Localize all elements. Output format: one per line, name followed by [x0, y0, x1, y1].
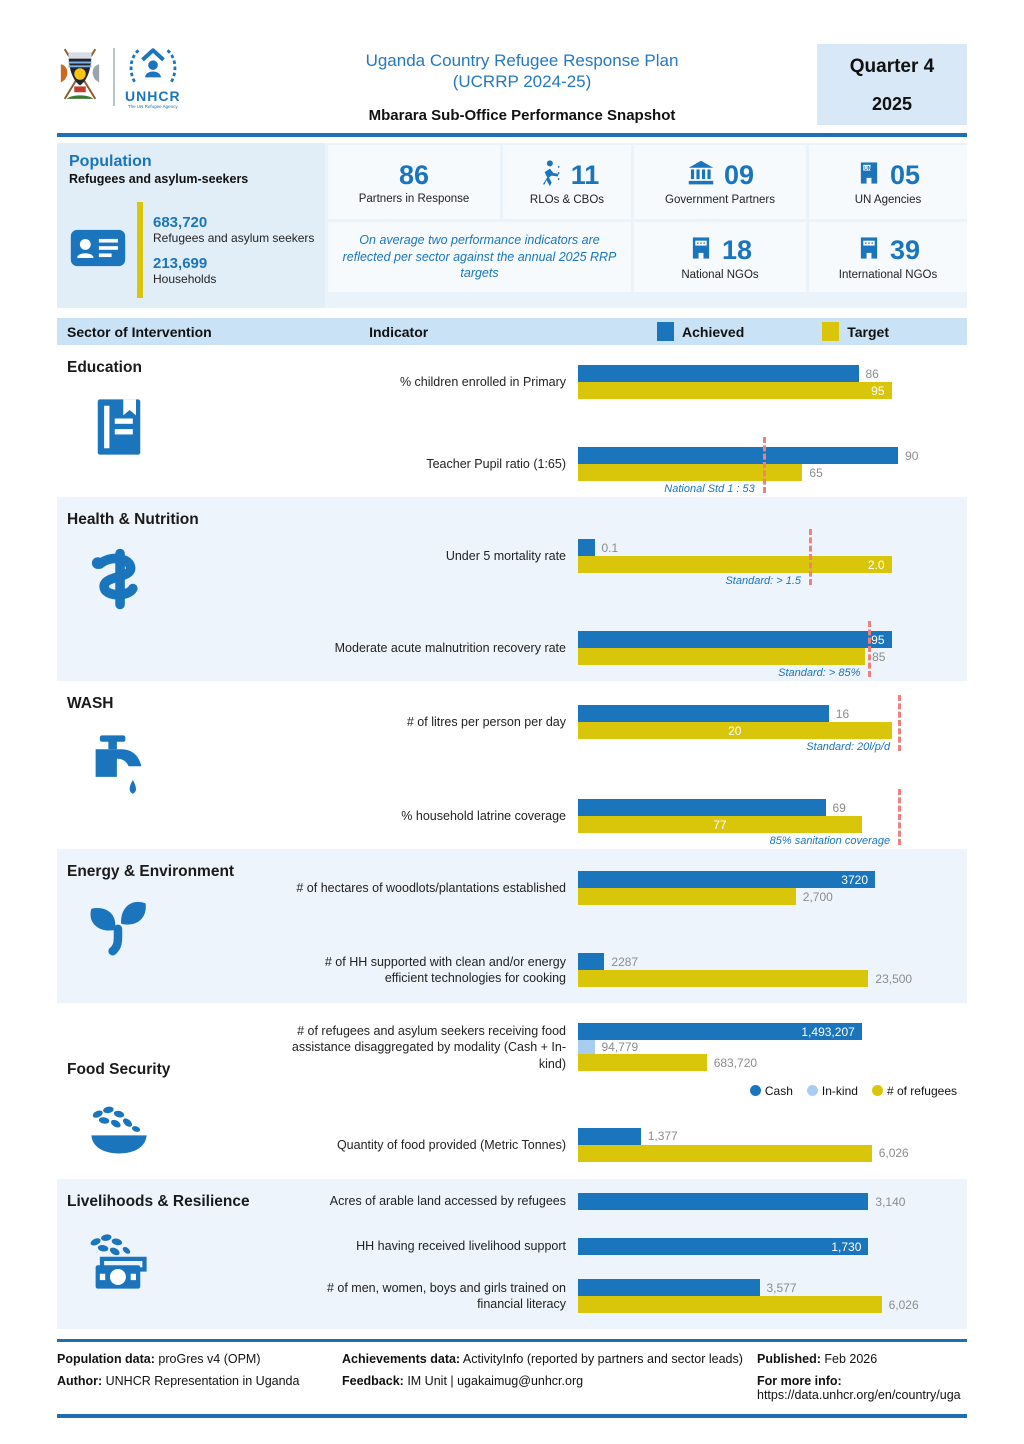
report-title [227, 50, 817, 93]
target-bar [578, 382, 892, 399]
un-agencies-label: UN Agencies [854, 193, 922, 206]
runner-icon [535, 159, 563, 192]
partners-count: 86 [398, 159, 430, 190]
bar-value: 683,720 [713, 1055, 758, 1070]
plant-icon [85, 897, 153, 965]
population-subheading: Refugees and asylum-seekers [69, 172, 249, 186]
year-label: 2025 [871, 94, 913, 114]
standard-reference-label: Standard: > 1.5 [725, 575, 801, 587]
money-icon [85, 1227, 153, 1295]
indicator-bars [578, 871, 908, 905]
bar-value: 1,377 [647, 1129, 678, 1144]
bar-value: 90 [905, 448, 919, 463]
bar-value: 2,700 [802, 889, 833, 904]
legend-label: # of refugees [886, 1083, 957, 1098]
unhcr-logo-icon [125, 45, 181, 109]
ngo-building-icon [856, 234, 882, 267]
indicator-bars [578, 953, 913, 987]
achieved-legend-label: Achieved [682, 323, 745, 340]
sector-column [67, 861, 282, 987]
achieved-bar [578, 1193, 906, 1210]
legend-item-inkind [807, 1084, 858, 1098]
achieved-bar [578, 1279, 797, 1296]
population-heading: Population [69, 153, 152, 170]
achieved-bar [578, 365, 879, 382]
footer [57, 1339, 967, 1418]
title-block [227, 44, 817, 124]
report-subtitle: Mbarara Sub-Office Performance Snapshot [368, 106, 676, 124]
bar-value: 94,779 [601, 1040, 639, 1055]
footer-label: Published: [757, 1352, 821, 1366]
id-card-icon [69, 226, 127, 275]
target-bar [578, 816, 862, 833]
sector-title: Food Security [67, 1061, 171, 1078]
achieved-bar [578, 631, 892, 648]
sector-column [67, 509, 282, 665]
section-energy-environment [57, 849, 967, 1003]
footer-value: proGres v4 (OPM) [158, 1352, 261, 1366]
bar-value: 77 [713, 817, 727, 832]
indicator-row [282, 1193, 963, 1210]
national-ngos-label: National NGOs [681, 268, 759, 281]
standard-reference-line [868, 621, 871, 677]
legend-dot-refugees [872, 1085, 883, 1096]
sector-column [67, 693, 282, 833]
footer-author [57, 1374, 342, 1402]
indicator-row [282, 539, 963, 587]
target-bar [578, 1054, 758, 1071]
indicator-row [282, 1238, 963, 1255]
target-bar [578, 722, 892, 739]
population-divider-bar [137, 202, 143, 298]
rlos-count: 11 [570, 159, 600, 190]
international-ngos-label: International NGOs [838, 268, 938, 281]
indicator-row [282, 365, 963, 399]
standard-reference-label: Standard: 20l/p/d [806, 741, 891, 753]
sector-title: Livelihoods & Resilience [67, 1193, 250, 1210]
bar-value: 6,026 [888, 1297, 919, 1312]
indicator-row [282, 631, 963, 679]
sector-charts [282, 861, 967, 987]
indicator-bars [578, 365, 908, 399]
refugees-count: 683,720 [153, 214, 208, 231]
un-agencies-count: 05 [889, 159, 921, 190]
target-legend-label: Target [847, 323, 889, 340]
achieved-bar [578, 539, 619, 556]
sections [57, 345, 967, 1329]
sector-charts [282, 1191, 967, 1313]
achieved-bar [578, 1023, 862, 1040]
col-indicator: Indicator [369, 323, 429, 340]
bar-value: 69 [832, 800, 846, 815]
footer-achievements-data [342, 1352, 757, 1366]
indicator-bars [578, 799, 908, 847]
legend-dot-inkind [807, 1085, 818, 1096]
bar-value: 1,493,207 [801, 1024, 855, 1039]
government-count: 09 [723, 159, 755, 190]
unhcr-wordmark: UNHCR [125, 87, 181, 104]
sector-title: WASH [67, 695, 114, 712]
sector-column [67, 1015, 282, 1163]
footer-label: Achievements data: [342, 1352, 461, 1366]
indicator-row [282, 1279, 963, 1313]
indicator-label: # of litres per person per day [406, 714, 566, 729]
footer-feedback [342, 1374, 757, 1402]
bar-value: 86 [865, 366, 879, 381]
col-sector-of-intervention: Sector of Intervention [67, 323, 212, 340]
bar-value: 6,026 [878, 1146, 909, 1161]
bar-value: 20 [728, 723, 742, 738]
households-count-label: Households [153, 272, 217, 286]
quarter-badge [817, 44, 967, 125]
indicator-label: Moderate acute malnutrition recovery rate [334, 640, 566, 655]
target-bar [578, 888, 833, 905]
section-food-security [57, 1003, 967, 1179]
achieved-bar [578, 1238, 868, 1255]
footer-label: For more info: [757, 1374, 842, 1388]
target-swatch [822, 322, 839, 341]
legend-label: In-kind [821, 1083, 858, 1098]
indicator-row [282, 871, 963, 905]
indicator-label: Under 5 mortality rate [445, 548, 566, 563]
achieved-bar [578, 1128, 678, 1145]
bar-value: 3,577 [766, 1280, 797, 1295]
stat-rlos-cbos [503, 145, 631, 219]
sector-charts [282, 693, 967, 847]
bar-value: 16 [835, 706, 850, 721]
target-bar [578, 556, 892, 573]
footer-value: Feb 2026 [824, 1352, 878, 1366]
header-rule [57, 133, 967, 137]
rlos-label: RLOs & CBOs [529, 193, 605, 206]
asclepius-icon [85, 545, 153, 613]
indicator-bars [578, 1238, 908, 1255]
stats-band [57, 143, 967, 308]
bar-value: 2287 [611, 954, 639, 969]
bar-value: 0.1 [601, 540, 619, 555]
stat-government [634, 145, 806, 219]
section-livelihoods-resilience [57, 1179, 967, 1329]
indicator-row [282, 705, 963, 753]
achieved-swatch [657, 322, 674, 341]
legend-item-refugees [872, 1084, 957, 1098]
food-security-legend [282, 1084, 957, 1098]
table-header [57, 318, 967, 345]
stat-international-ngos [809, 222, 967, 292]
footer-label: Feedback: [342, 1374, 404, 1388]
indicator-label: % children enrolled in Primary [399, 374, 566, 389]
indicator-bars [578, 631, 908, 679]
indicator-label: Teacher Pupil ratio (1:65) [426, 456, 566, 471]
indicator-row [282, 1023, 963, 1072]
bar-value: 95 [871, 383, 885, 398]
bowl-icon [85, 1095, 153, 1163]
indicator-row [282, 799, 963, 847]
bar-value: 23,500 [875, 971, 913, 986]
sector-title: Energy & Environment [67, 863, 235, 880]
section-education [57, 345, 967, 497]
unhcr-tagline: The UN Refugee Agency [127, 103, 178, 109]
indicator-label: Acres of arable land accessed by refugees [329, 1194, 566, 1209]
indicator-label: HH having received livelihood support [356, 1239, 566, 1254]
standard-reference-label: Standard: > 85% [778, 667, 861, 679]
sector-charts [282, 357, 967, 495]
footer-label: Population data: [57, 1352, 155, 1366]
legend-item-cash [750, 1084, 793, 1098]
section-health-nutrition [57, 497, 967, 681]
indicator-bars [578, 1279, 919, 1313]
report-title-line1: Uganda Country Refugee Response Plan [365, 51, 679, 70]
book-icon [85, 393, 153, 461]
stat-un-agencies [809, 145, 967, 219]
refugees-count-label: Refugees and asylum seekers [153, 231, 315, 245]
indicator-bars [578, 1023, 908, 1071]
footer-population-data [57, 1352, 342, 1366]
standard-reference-line [898, 789, 901, 845]
achieved-bar [578, 705, 850, 722]
note-cell [328, 222, 631, 292]
indicator-label: Quantity of food provided (Metric Tonnes) [336, 1137, 566, 1152]
indicator-label: # of HH supported with clean and/or energy efficient technologies for cooking [324, 954, 566, 985]
standard-reference-label: National Std 1 : 53 [664, 483, 755, 495]
indicator-label: # of men, women, boys and girls trained on financial literacy [326, 1280, 566, 1311]
tap-icon [85, 729, 153, 797]
ngo-building-icon [688, 234, 714, 267]
government-icon [686, 159, 716, 192]
indicator-bars [578, 705, 908, 753]
footer-value: https://data.unhcr.org/en/country/uga [757, 1388, 961, 1402]
logo-divider [113, 48, 115, 106]
target-bar [578, 1296, 919, 1313]
sector-column [67, 357, 282, 481]
page-bottom-rule [57, 1414, 967, 1418]
indicator-row [282, 447, 963, 495]
partner-stats-grid [325, 143, 967, 308]
bar-value: 85 [872, 649, 886, 664]
achieved-bar [578, 447, 919, 464]
sector-charts [282, 1015, 967, 1163]
header [57, 0, 967, 125]
bar-value: 3720 [841, 872, 868, 887]
indicator-row [282, 1128, 963, 1162]
achieved-bar [578, 953, 639, 970]
target-bar [578, 464, 823, 481]
footer-more-info [757, 1374, 967, 1402]
uganda-coat-of-arms-icon [57, 44, 103, 109]
logo-block [57, 44, 227, 109]
bar-value: 2.0 [867, 557, 885, 572]
sector-charts [282, 509, 967, 679]
footer-value: IM Unit | ugakaimug@unhcr.org [407, 1374, 584, 1388]
standard-reference-line [809, 529, 812, 585]
stat-national-ngos [634, 222, 806, 292]
legend-dot-cash [750, 1085, 761, 1096]
national-ngos-count: 18 [721, 234, 753, 265]
inkind-bar [578, 1040, 639, 1055]
bar-value: 95 [871, 632, 885, 647]
footer-value: ActivityInfo (reported by partners and sector leads) [462, 1352, 743, 1366]
methodology-note: On average two performance indicators are reflected per sector against the annual 2025 RRP targets [342, 232, 617, 281]
indicator-bars [578, 1193, 908, 1210]
indicator-label: % household latrine coverage [401, 808, 566, 823]
section-wash [57, 681, 967, 849]
indicator-bars [578, 447, 919, 495]
report-title-line2: (UCRRP 2024-25) [452, 72, 592, 92]
indicator-row [282, 953, 963, 987]
target-bar [578, 648, 886, 665]
un-building-icon [856, 159, 882, 192]
government-label: Government Partners [665, 193, 775, 206]
target-bar [578, 1145, 909, 1162]
standard-reference-label: 85% sanitation coverage [769, 835, 891, 847]
footer-published [757, 1352, 967, 1366]
standard-reference-line [898, 695, 901, 751]
standard-reference-line [763, 437, 766, 493]
achieved-bar [578, 871, 875, 888]
bar-value: 3,140 [875, 1194, 906, 1209]
indicator-label: # of refugees and asylum seekers receiving food assistance disaggregated by modality (Cash + In-kind) [291, 1024, 566, 1071]
indicator-bars [578, 1128, 908, 1162]
international-ngos-count: 39 [889, 234, 921, 265]
target-bar [578, 970, 913, 987]
footer-label: Author: [57, 1374, 103, 1388]
sector-title: Health & Nutrition [67, 511, 199, 528]
partners-label: Partners in Response [358, 192, 470, 205]
achieved-bar [578, 799, 846, 816]
stat-partners [328, 145, 500, 219]
sector-title: Education [67, 359, 142, 376]
footer-value: UNHCR Representation in Uganda [105, 1374, 300, 1388]
sector-column [67, 1191, 282, 1313]
population-panel [57, 143, 325, 308]
indicator-label: # of hectares of woodlots/plantations established [296, 880, 566, 895]
quarter-label: Quarter 4 [849, 56, 935, 77]
legend-label: Cash [764, 1083, 793, 1098]
bar-value: 65 [809, 465, 823, 480]
households-count: 213,699 [153, 255, 208, 272]
indicator-bars [578, 539, 908, 587]
svg-text:UN: UN [864, 165, 872, 172]
bar-value: 1,730 [831, 1239, 862, 1254]
